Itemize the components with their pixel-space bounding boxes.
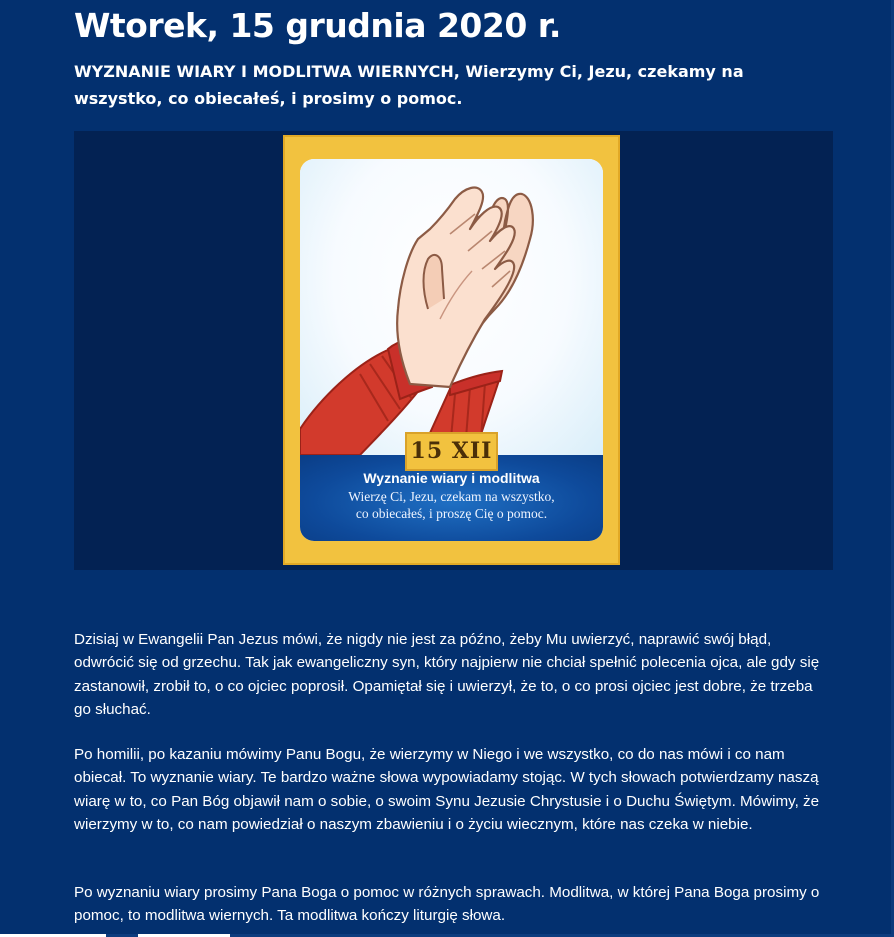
card-illustration-area	[300, 159, 603, 455]
article-paragraph: Dzisiaj w Ewangelii Pan Jezus mówi, że nigdy nie jest za późno, żeby Mu uwierzyć, naprawić swój błąd, odwrócić się od grzechu. Tak jak ewangeliczny syn, który najpierw nie chciał spełnić polecenia ojca, ale gdy się zastanowił, zrobił to, o co ojciec poprosił. Opamiętał się i uwierzył, że to, o co prosi ojciec jest dobre, że trzeba go słuchać.	[74, 631, 820, 718]
card-date-badge: 15 XII	[405, 432, 498, 471]
page-title: Wtorek, 15 grudnia 2020 r.	[74, 6, 561, 45]
article-paragraph: Po wyznaniu wiary prosimy Pana Boga o pomoc w różnych sprawach. Modlitwa, w której Pana Boga prosimy o pomoc, to modlitwa wiernych. Ta modlitwa kończy liturgię słowa.	[74, 884, 820, 925]
page-subtitle: WYZNANIE WIARY I MODLITWA WIERNYCH, Wierzymy Ci, Jezu, czekamy na wszystko, co obiecałeś, i prosimy o pomoc.	[74, 62, 744, 108]
card-caption-line-1: Wierzę Ci, Jezu, czekam na wszystko,	[348, 489, 555, 504]
advent-card	[283, 135, 620, 565]
article-paragraph: Po homilii, po kazaniu mówimy Panu Bogu, że wierzymy w Niego i we wszystko, co do nas mówi i co nam obiecał. To wyznanie wiary. Te bardzo ważne słowa wypowiadamy stojąc. W tych słowach potwierdzamy naszą wiarę w to, co Pan Bóg objawił nam o sobie, o swoim Synu Jezusie Chrystusie i o Duchu Świętym. Mówimy, że wierzymy w to, co nam powiedział o naszym zbawieniu i o życiu wiecznym, które nas czeka w niebie.	[74, 746, 820, 833]
card-caption-line-2: co obiecałeś, i proszę Cię o pomoc.	[355, 506, 548, 521]
article-image	[74, 131, 833, 570]
card-caption-title: Wyznanie wiary i modlitwa	[363, 470, 540, 486]
praying-hands-icon	[300, 159, 603, 455]
card-window	[300, 159, 603, 541]
